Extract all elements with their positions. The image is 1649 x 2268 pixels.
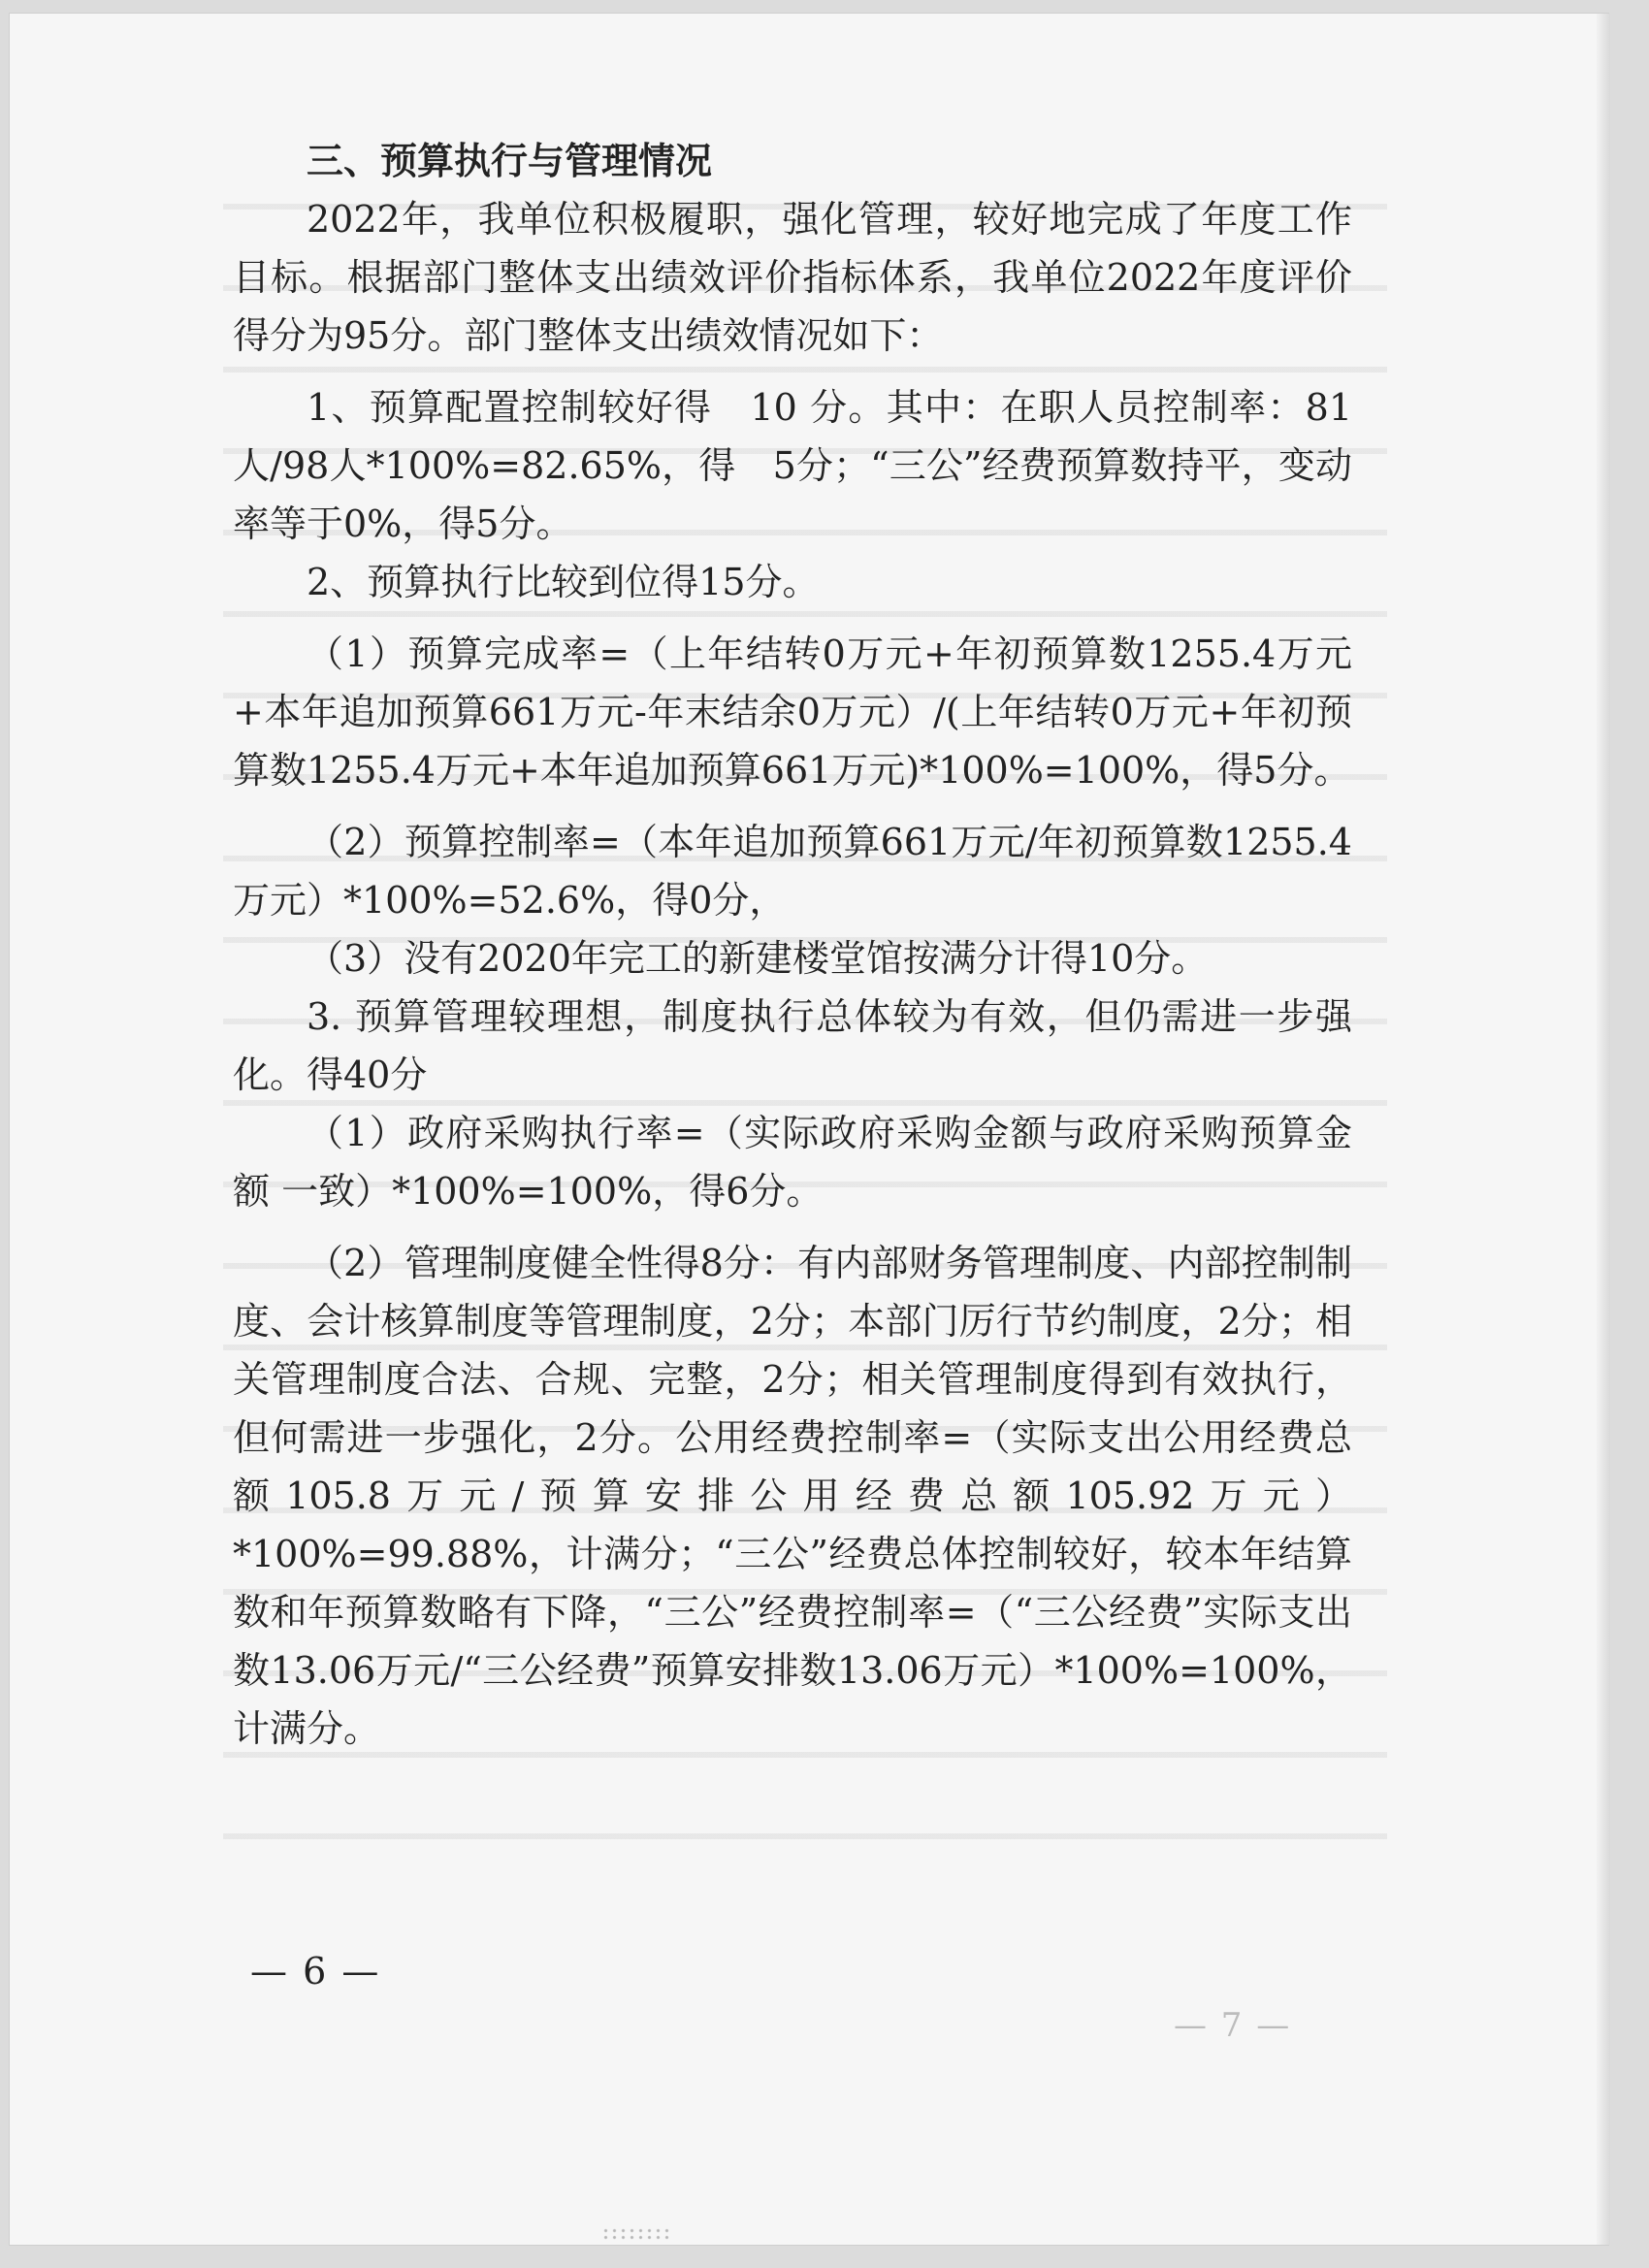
bleed-page-number: — 7 —	[1174, 2006, 1292, 2045]
paragraph-completion-rate: （1）预算完成率=（上年结转0万元+年初预算数1255.4万元+本年追加预算661万元-年末结余0万元）/(上年结转0万元+年初预算数1255.4万元+本年追加预算661万元)*100%=100%，得5分。	[233, 632, 1352, 792]
page-edge-shadow	[1597, 14, 1610, 2245]
paragraph-budget-allocation: 1、预算配置控制较好得 10 分。其中：在职人员控制率：81人/98人*100%=82.65%，得 5分；“三公”经费预算数持平，变动率等于0%，得5分。	[233, 386, 1352, 545]
paragraph-budget-management: 3. 预算管理较理想，制度执行总体较为有效，但仍需进一步强化。得40分	[233, 995, 1352, 1096]
document-body	[233, 132, 1352, 1758]
paragraph-budget-execution: 2、预算执行比较到位得15分。	[307, 561, 820, 603]
paragraph-procurement: （1）政府采购执行率=（实际政府采购金额与政府采购预算金额 一致）*100%=100%，得6分。	[233, 1112, 1352, 1213]
section-heading: 三、预算执行与管理情况	[307, 139, 713, 182]
paragraph-new-buildings: （3）没有2020年完工的新建楼堂馆按满分计得10分。	[307, 937, 1209, 980]
paragraph-management-system: （2）管理制度健全性得8分：有内部财务管理制度、内部控制制度、会计核算制度等管理制度，2分；本部门厉行节约制度，2分；相关管理制度合法、合规、完整，2分；相关管理制度得到有效执行，但何需进一步强化，2分。公用经费控制率=（实际支出公用经费总额105.8万元/预算安排公用经费总额105.92万元）*100%=99.88%，计满分；“三公”经费总体控制较好，较本年结算数和年预算数略有下降，“三公”经费控制率=（“三公经费”实际支出数13.06万元/“三公经费”预算安排数13.06万元）*100%=100%，计满分。	[233, 1242, 1352, 1750]
paragraph-control-rate: （2）预算控制率=（本年追加预算661万元/年初预算数1255.4万元）*100%=52.6%，得0分，	[233, 821, 1352, 922]
page-number: — 6 —	[250, 1950, 381, 1993]
paragraph-intro: 2022年，我单位积极履职，强化管理，较好地完成了年度工作目标。根据部门整体支出绩效评价指标体系，我单位2022年度评价得分为95分。部门整体支出绩效情况如下：	[233, 198, 1352, 357]
scan-specks	[601, 2227, 669, 2241]
